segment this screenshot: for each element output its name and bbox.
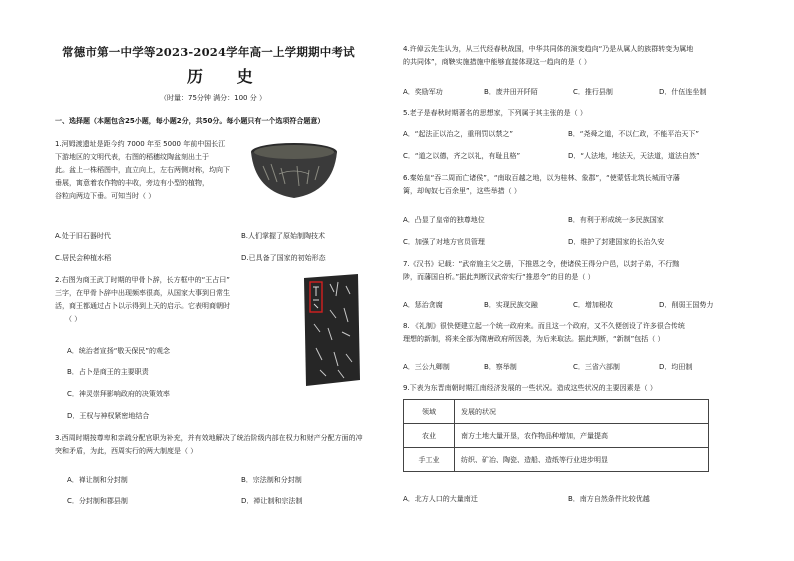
question-line: 三字，在甲骨卜辞中出现频率很高，从国家大事到日常生 (55, 289, 230, 297)
option: C．加强了对地方官员管理 (403, 238, 485, 246)
option: C．三省六部制 (573, 363, 620, 371)
option: A．奖励军功 (403, 88, 443, 96)
option: A．“起法正以治之，重刑罚以禁之” (403, 130, 514, 138)
option: C.居民会种植水稻 (55, 254, 112, 262)
table-row (404, 424, 709, 448)
question-4-stem (403, 43, 693, 69)
question-3-stem (55, 432, 363, 458)
question-line: 7.《汉书》记载：“武帝施主父之册，下推恩之令，使诸侯王得分户邑，以封子弟，不行黜 (403, 260, 680, 268)
option: D．均田制 (659, 363, 693, 371)
question-7-stem (403, 258, 679, 284)
question-line: 的共同体”，商鞅实施措施中能够直接体现这一趋向的是（ ） (403, 58, 591, 66)
question-6-stem (403, 172, 680, 198)
pottery-bowl-image (249, 140, 339, 202)
question-line: 篱，却匈奴七百余里”，这些举措（ ） (403, 187, 521, 195)
question-line: 8. 《礼制》很快便建立起一个统一政府来。而且这一个政府，又不久便创设了许多很合传统 (403, 322, 685, 330)
table-header-cell: 发展的状况 (455, 400, 709, 424)
exam-meta: （时量：75分钟 满分：100 分 ） (160, 94, 266, 102)
question-line: 谷粒向两边下垂。可知当时（ ） (55, 192, 156, 200)
option: B．废井田开阡陌 (484, 88, 538, 96)
option: B．“尧舜之道，不以仁政，不能平治天下” (568, 130, 700, 138)
table-cell: 手工业 (404, 448, 455, 472)
option: A．惩治贪腐 (403, 301, 443, 309)
exam-title: 常德市第一中学等2023-2024学年高一上学期期中考试 (62, 45, 355, 59)
option: B．实现民族交融 (484, 301, 538, 309)
q9-table (403, 399, 709, 472)
question-9-stem: 9.下表为东晋南朝时期江南经济发展的一些状况。造成这些状况的主要因素是（ ） (403, 384, 657, 392)
option: A．三公九卿制 (403, 363, 450, 371)
question-5-stem: 5.老子是春秋时期著名的思想家，下列属于其主张的是（ ） (403, 109, 587, 117)
question-line: 此。盆上一株稻图中，直立向上，左右两侧对称，均向下 (55, 166, 230, 174)
question-line: 3.西周时期按尊卑和亲疏分配官职为补充，并有效地解决了统治阶级内部在权力和财产分配方面的冲 (55, 434, 363, 442)
option: C．增加税收 (573, 301, 613, 309)
question-line: 4.许倬云先生认为，从三代经春秋战国，中华共同体的演变趋向“乃是从属人的族群转变为属地 (403, 45, 694, 53)
option: B．宗法制和分封制 (241, 476, 302, 484)
option: D．王权与神权紧密地结合 (67, 412, 150, 420)
question-line: 理想的新制，将来全部为隋唐政府所因袭，为后来取法。据此判断，“新制”包括（ ） (403, 335, 665, 343)
option: C．“道之以德，齐之以礼，有耻且格” (403, 152, 521, 160)
question-line: 垂展，寓意着农作物的丰收，旁边有小型的植物， (55, 179, 209, 187)
option: A．凸显了皇帝的独尊地位 (403, 216, 485, 224)
question-line: 1.河姆渡遗址是距今约 7000 年至 5000 年前中国长江 (55, 140, 226, 148)
option: A．北方人口的大量南迁 (403, 495, 478, 503)
option: B.人们掌握了原始制陶技术 (241, 232, 326, 240)
question-line: 下游地区的文明代表，右图的稻穗纹陶盆刻出土于 (55, 153, 209, 161)
question-8-stem (403, 320, 685, 346)
table-cell: 纺织、矿冶、陶瓷、造船、造纸等行业进步明显 (455, 448, 709, 472)
exam-subject: 历 史 (187, 67, 267, 86)
oracle-bone-image (300, 270, 362, 390)
option: D．削弱王国势力 (659, 301, 714, 309)
option: C．推行县制 (573, 88, 613, 96)
option: C．神灵崇拜影响政府的决策效率 (67, 390, 170, 398)
option: B．察举制 (484, 363, 517, 371)
option: B．南方自然条件比较优越 (568, 495, 650, 503)
table-header-row (404, 400, 709, 424)
option: A.处于旧石器时代 (55, 232, 111, 240)
question-line: （ ） (65, 315, 82, 323)
option: B．占卜是商王的主要职责 (67, 368, 149, 376)
question-line: 2.右图为商王武丁时期的甲骨卜辞，长方框中的“王占曰” (55, 276, 230, 284)
question-line: 陟，而藩国自析。”据此判断汉武帝实行“推恩令”的目的是（ ） (403, 273, 595, 281)
question-line: 活，商王都通过占卜以示得到上天的启示。它表明商朝时 (55, 302, 230, 310)
question-line: 6.秦始皇“吞二周而亡诸侯”，“南取百越之地，以为桂林、象郡”，“使蒙恬北筑长城而守藩 (403, 174, 680, 182)
option: C．分封制和郡县制 (67, 497, 128, 505)
question-1-stem (55, 138, 230, 203)
table-header-cell: 领域 (404, 400, 455, 424)
option: D．“人法地，地法天，天法道，道法自然” (568, 152, 700, 160)
table-cell: 南方土地大量开垦，农作物品种增加，产量提高 (455, 424, 709, 448)
option: D．禅让制和宗法制 (241, 497, 303, 505)
question-2-stem (55, 274, 230, 326)
option: D．维护了封建国家的长治久安 (568, 238, 665, 246)
option: B．有利于形成统一多民族国家 (568, 216, 664, 224)
table-row (404, 448, 709, 472)
question-line: 突和矛盾，为此，西周实行的两大制度是（ ） (55, 447, 198, 455)
option: A．禅让制和分封制 (67, 476, 128, 484)
option: A．统治者宣扬“敬天保民”的观念 (67, 347, 171, 355)
table-cell: 农业 (404, 424, 455, 448)
section-heading: 一、选择题（本题包含25小题，每小题2分，共50分。每小题只有一个选项符合题意） (55, 117, 325, 125)
option: D．什伍连坐制 (659, 88, 707, 96)
option: D.已具备了国家的初始形态 (241, 254, 326, 262)
